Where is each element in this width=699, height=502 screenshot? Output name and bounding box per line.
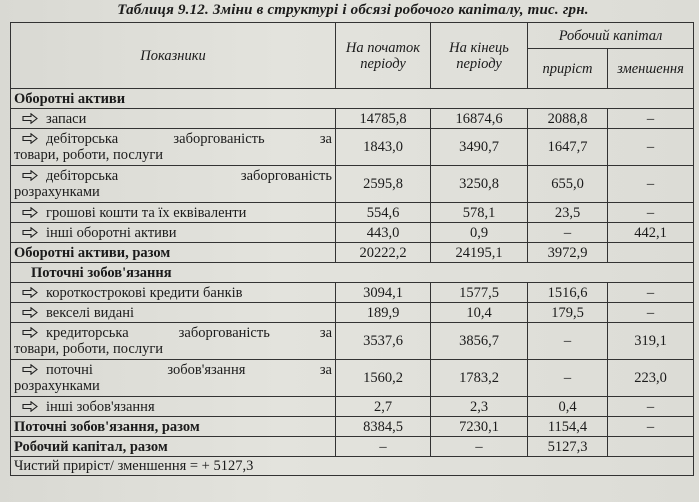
cell-start: 2595,8: [336, 166, 431, 203]
cell-end: –: [431, 437, 528, 457]
cell-decrease: –: [608, 397, 694, 417]
table-caption: Таблиця 9.12. Зміни в структурі і обсязі робочого капіталу, тис. грн.: [117, 2, 589, 18]
table-row: [11, 129, 694, 166]
row-label: кредиторська заборгованість за: [46, 325, 332, 341]
arrow-right-icon: [22, 401, 38, 412]
cell-decrease: –: [608, 283, 694, 303]
cell-start: 189,9: [336, 303, 431, 323]
cell-end: 1577,5: [431, 283, 528, 303]
row-label: поточні зобов'язання за: [46, 362, 332, 378]
arrow-right-icon: [22, 113, 38, 124]
table-row: [11, 323, 694, 360]
table-row: [11, 360, 694, 397]
cell-increase: 3972,9: [528, 243, 608, 263]
cell-end: 3250,8: [431, 166, 528, 203]
cell-increase: 1647,7: [528, 129, 608, 166]
cell-increase: –: [528, 223, 608, 243]
table-row: [11, 283, 694, 303]
cell-start: 2,7: [336, 397, 431, 417]
row-label: інші оборотні активи: [46, 224, 177, 241]
cell-increase: 655,0: [528, 166, 608, 203]
arrow-right-icon: [22, 170, 38, 181]
cell-end: 0,9: [431, 223, 528, 243]
cell-decrease: [608, 243, 694, 263]
row-label: інші зобов'язання: [46, 398, 155, 415]
cell-decrease: –: [608, 166, 694, 203]
cell-end: 3856,7: [431, 323, 528, 360]
cell-start: 3094,1: [336, 283, 431, 303]
arrow-right-icon: [22, 307, 38, 318]
cell-end: 1783,2: [431, 360, 528, 397]
table-row: [11, 166, 694, 203]
table-row: [11, 223, 694, 243]
cell-start: 554,6: [336, 203, 431, 223]
cell-decrease: 223,0: [608, 360, 694, 397]
section-current-assets: Оборотні активи: [11, 89, 694, 109]
cell-start: –: [336, 437, 431, 457]
row-label: запаси: [46, 110, 87, 127]
cell-increase: 1516,6: [528, 283, 608, 303]
row-label: Оборотні активи, разом: [11, 243, 336, 263]
row-label: дебіторська заборгованість: [46, 168, 332, 184]
cell-increase: 5127,3: [528, 437, 608, 457]
row-label: грошові кошти та їх еквіваленти: [46, 204, 247, 221]
row-label: Поточні зобов'язання, разом: [11, 417, 336, 437]
row-label-cont: розрахунками: [14, 184, 100, 200]
table-row-total: [11, 417, 694, 437]
table-row: [11, 203, 694, 223]
cell-end: 10,4: [431, 303, 528, 323]
header-start: На початок періоду: [336, 23, 431, 89]
cell-start: 20222,2: [336, 243, 431, 263]
table-row: [11, 109, 694, 129]
cell-end: 578,1: [431, 203, 528, 223]
cell-decrease: –: [608, 303, 694, 323]
table-row: [11, 303, 694, 323]
cell-increase: –: [528, 323, 608, 360]
cell-decrease: –: [608, 129, 694, 166]
row-label-cont: розрахунками: [14, 378, 100, 394]
row-label: векселі видані: [46, 304, 135, 321]
header-indicator: Показники: [11, 23, 336, 89]
cell-start: 8384,5: [336, 417, 431, 437]
cell-end: 7230,1: [431, 417, 528, 437]
table-row: [11, 397, 694, 417]
arrow-right-icon: [22, 227, 38, 238]
cell-increase: 1154,4: [528, 417, 608, 437]
section-current-liabilities: Поточні зобов'язання: [11, 263, 694, 283]
header-working-capital: Робочий капітал: [528, 23, 694, 49]
cell-increase: 179,5: [528, 303, 608, 323]
row-label-cont: товари, роботи, послуги: [14, 147, 164, 163]
header-end: На кінець періоду: [431, 23, 528, 89]
table-row-total: [11, 437, 694, 457]
cell-decrease: 442,1: [608, 223, 694, 243]
cell-increase: 23,5: [528, 203, 608, 223]
cell-increase: –: [528, 360, 608, 397]
arrow-right-icon: [22, 287, 38, 298]
header-increase: приріст: [528, 49, 608, 89]
arrow-right-icon: [22, 207, 38, 218]
working-capital-table: [10, 22, 694, 476]
header-decrease: зменшення: [608, 49, 694, 89]
row-label: дебіторська заборгованість за: [46, 131, 332, 147]
cell-end: 24195,1: [431, 243, 528, 263]
cell-start: 1560,2: [336, 360, 431, 397]
arrow-right-icon: [22, 133, 38, 144]
cell-decrease: [608, 437, 694, 457]
cell-increase: 2088,8: [528, 109, 608, 129]
arrow-right-icon: [22, 364, 38, 375]
net-change-footer: Чистий приріст/ зменшення = + 5127,3: [11, 457, 694, 476]
cell-decrease: –: [608, 109, 694, 129]
arrow-right-icon: [22, 327, 38, 338]
cell-start: 1843,0: [336, 129, 431, 166]
cell-end: 3490,7: [431, 129, 528, 166]
cell-decrease: –: [608, 203, 694, 223]
row-label: Робочий капітал, разом: [11, 437, 336, 457]
cell-decrease: 319,1: [608, 323, 694, 360]
row-label: короткострокові кредити банків: [46, 284, 243, 301]
cell-start: 443,0: [336, 223, 431, 243]
cell-end: 16874,6: [431, 109, 528, 129]
row-label-cont: товари, роботи, послуги: [14, 341, 164, 357]
cell-start: 14785,8: [336, 109, 431, 129]
cell-decrease: –: [608, 417, 694, 437]
cell-end: 2,3: [431, 397, 528, 417]
table-row-total: [11, 243, 694, 263]
cell-increase: 0,4: [528, 397, 608, 417]
cell-start: 3537,6: [336, 323, 431, 360]
